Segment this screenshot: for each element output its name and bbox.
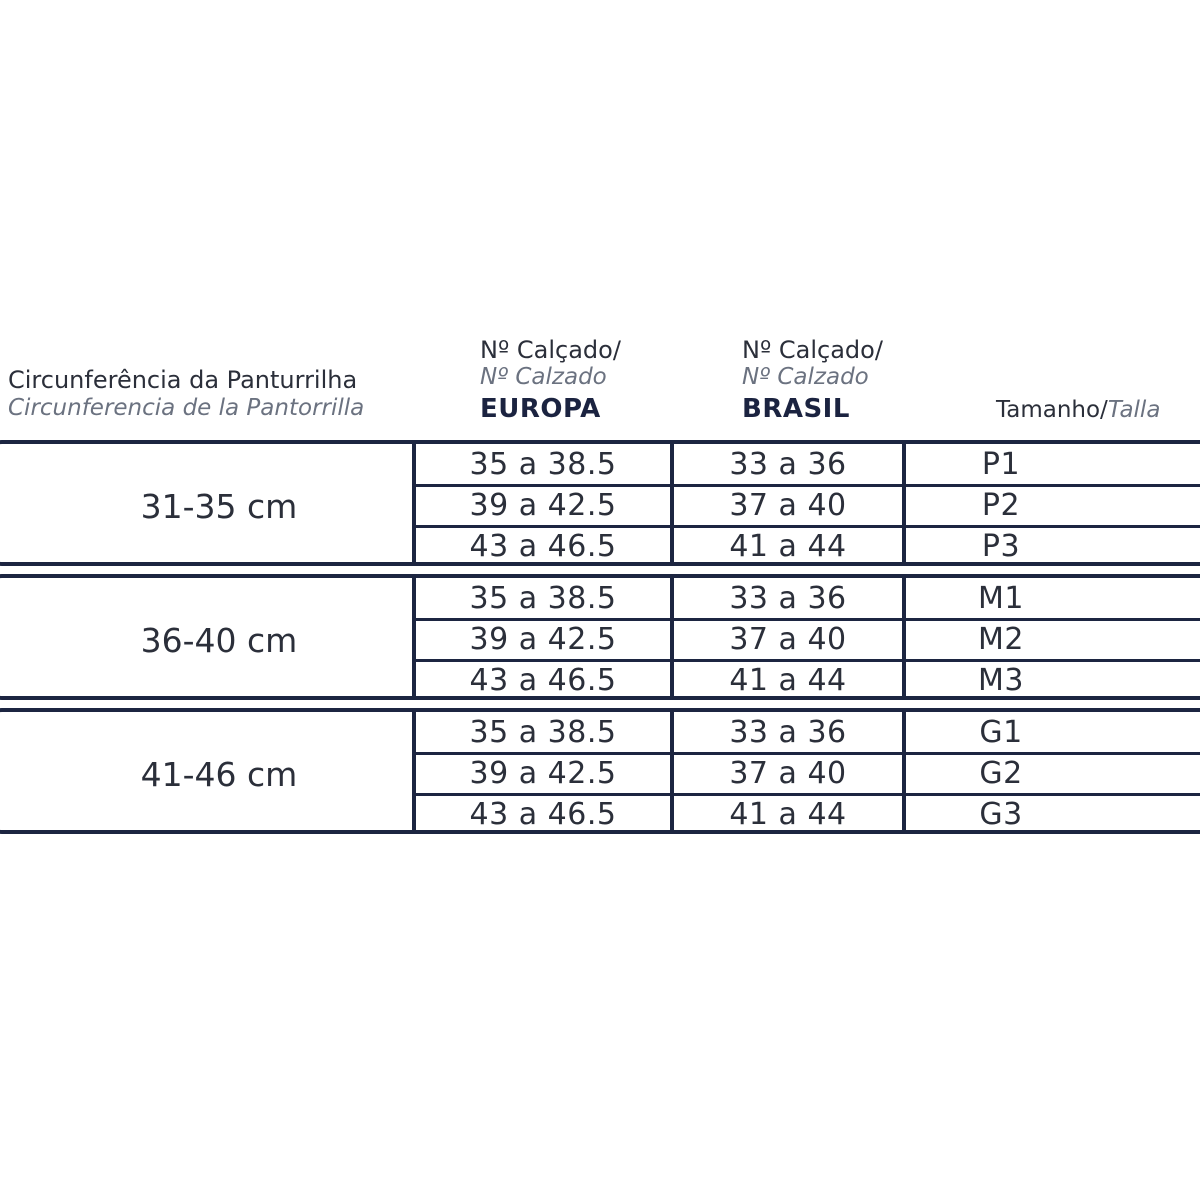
europa-size-cell: 39 a 42.5 — [469, 622, 617, 657]
size-code-cell: G2 — [979, 756, 1023, 791]
circumference-header: Circunferência da Panturrilha — [8, 366, 358, 394]
circumference-value: 31-35 cm — [140, 487, 298, 526]
size-code-cell: P3 — [981, 529, 1021, 564]
brasil-header: Nº Calçado/ — [742, 336, 883, 364]
europa-header: Nº Calçado/ — [480, 336, 621, 364]
size-code-cell: P1 — [981, 447, 1021, 482]
brasil-size-cell: 37 a 40 — [729, 622, 847, 657]
size-code-cell: M2 — [978, 622, 1024, 657]
brasil-size-cell: 37 a 40 — [729, 488, 847, 523]
europa-size-cell: 43 a 46.5 — [469, 797, 617, 832]
europa-size-cell: 43 a 46.5 — [469, 529, 617, 564]
size-code-cell: M3 — [978, 663, 1024, 698]
row-divider — [414, 659, 1200, 662]
size-code-cell: G3 — [979, 797, 1023, 832]
europa-size-cell: 35 a 38.5 — [469, 581, 617, 616]
row-divider — [414, 618, 1200, 621]
brasil-size-cell: 41 a 44 — [729, 663, 847, 698]
brasil-size-cell: 41 a 44 — [729, 529, 847, 564]
row-divider — [414, 484, 1200, 487]
row-divider — [414, 525, 1200, 528]
size-code-cell: G1 — [979, 715, 1023, 750]
europa-size-cell: 35 a 38.5 — [469, 715, 617, 750]
circumference-header-es: Circunferencia de la Pantorrilla — [8, 395, 365, 421]
circumference-value: 36-40 cm — [140, 621, 298, 660]
size-group — [0, 708, 1200, 834]
brasil-header-es: Nº Calzado — [742, 364, 869, 390]
europa-label: EUROPA — [480, 394, 601, 424]
row-divider — [414, 752, 1200, 755]
size-group — [0, 440, 1200, 566]
size-group — [0, 574, 1200, 700]
brasil-size-cell: 41 a 44 — [729, 797, 847, 832]
size-code-cell: M1 — [978, 581, 1024, 616]
brasil-size-cell: 33 a 36 — [729, 447, 847, 482]
size-header-pt: Tamanho/ — [996, 397, 1108, 423]
brasil-label: BRASIL — [742, 394, 850, 424]
row-divider — [414, 793, 1200, 796]
europa-header-es: Nº Calzado — [480, 364, 607, 390]
brasil-size-cell: 37 a 40 — [729, 756, 847, 791]
brasil-size-cell: 33 a 36 — [729, 715, 847, 750]
brasil-size-cell: 33 a 36 — [729, 581, 847, 616]
europa-size-cell: 43 a 46.5 — [469, 663, 617, 698]
europa-size-cell: 39 a 42.5 — [469, 488, 617, 523]
size-code-cell: P2 — [981, 488, 1021, 523]
europa-size-cell: 39 a 42.5 — [469, 756, 617, 791]
size-header — [996, 399, 1160, 422]
circumference-value: 41-46 cm — [140, 755, 298, 794]
europa-size-cell: 35 a 38.5 — [469, 447, 617, 482]
size-header-es: Talla — [1107, 397, 1161, 423]
